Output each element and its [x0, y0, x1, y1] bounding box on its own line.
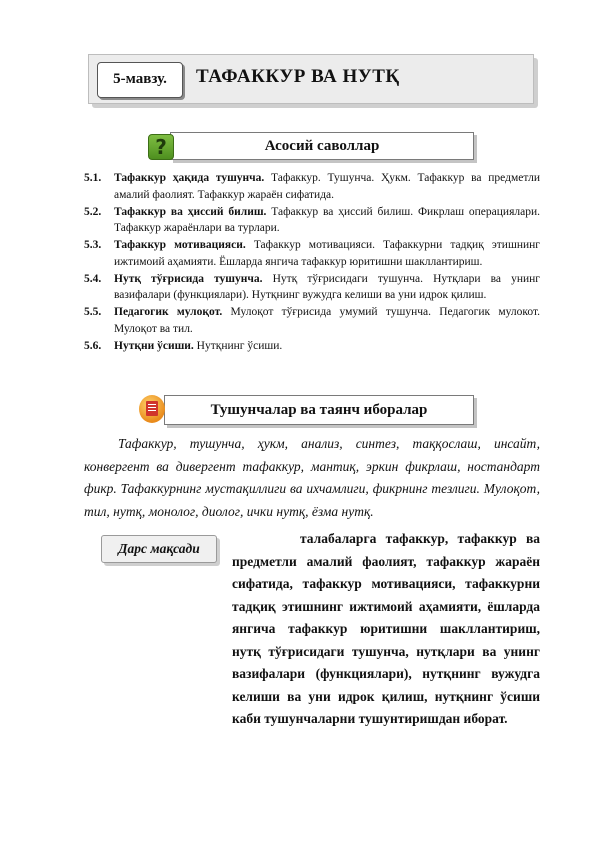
- item-number: 5.3.: [84, 239, 102, 251]
- questions-list: [84, 170, 540, 355]
- item-text: Нутқ тўғрисидаги тушунча. Нутқлари ва унинг вазифалари (функциялари). Нутқнинг вужудга келиши ва уни идрок қилиш.: [114, 272, 540, 301]
- list-item: [84, 204, 540, 237]
- list-item: [84, 170, 540, 203]
- list-item: [84, 304, 540, 337]
- item-heading: Тафаккур ва ҳиссий билиш.: [114, 205, 267, 218]
- item-text: Тафаккур ва ҳиссий билиш. Фикрлаш операциялари. Тафаккур жараёнлари ва турлари.: [114, 205, 540, 234]
- item-number: 5.5.: [84, 306, 102, 318]
- concepts-paragraph: Тафаккур, тушунча, ҳукм, анализ, синтез, таққослаш, инсайт, конвергент ва дивергент тафаккур, мантиқ, эркин фикрлаш, нoстандарт фикр. Тафаккурнинг мустақиллиги ва ихчамлиги, фикрнинг тезлиги. Мулоқот, тил, нутқ, монолог, диолог, ички нутқ, ёзма нутқ.: [84, 436, 540, 519]
- item-text: Мулоқот тўғрисида умумий тушунча. Педагогик мулокот. Мулоқот ва тил.: [114, 306, 540, 335]
- list-item: [84, 338, 540, 355]
- item-heading: Тафаккур мотивацияси.: [114, 239, 246, 251]
- item-heading: Тафаккур ҳақида тушунча.: [114, 172, 265, 184]
- item-number: 5.2.: [84, 205, 102, 218]
- list-item: [84, 237, 540, 270]
- lesson-goal-label: Дарс мақсади: [101, 535, 217, 563]
- questions-header: [170, 132, 474, 160]
- list-item: [84, 271, 540, 304]
- concepts-header-title: Тушунчалар ва таянч иборалар: [210, 402, 428, 418]
- item-text: Тафаккур мотивацияси. Тафаккурни тадқиқ этишнинг ижтимоий аҳамияти. Ёшларда янгича тафаккур юритишни шакллантириш.: [114, 239, 540, 268]
- item-text: Нутқнинг ўсиши.: [193, 339, 283, 352]
- lesson-goal-text: талабаларга тафаккур, тафаккур ва предметли амалий фаолият, тафаккур жараён сифатида, тафаккур мотивацияси, тафаккурни тадқиқ этишнинг ижтимоий аҳамияти, ёшларда янгича тафаккур юритишни шакллантириш, нутқ тўғрисидаги тушунча, нутқлари ва унинг вазифалари (функциялари), нутқнинг вужудга келиши ва уни идрок қилиш, нутқнинг ўсиши каби тушунчаларни тушунтиришдан иборат.: [232, 531, 540, 726]
- topic-number: 5-мавзу.: [97, 62, 183, 98]
- item-number: 5.6.: [84, 339, 102, 352]
- question-mark-icon: ?: [148, 134, 174, 160]
- questions-header-title: Асосий саволлар: [264, 138, 380, 154]
- item-number: 5.4.: [84, 272, 102, 285]
- book-icon: [139, 395, 165, 423]
- item-heading: Педагогик мулоқот.: [114, 306, 223, 318]
- concepts-header: [164, 395, 474, 425]
- item-heading: Нутқни ўсиши.: [114, 339, 194, 352]
- item-text: Тафаккур. Тушунча. Ҳукм. Тафаккур ва предметли амалий фаолият. Тафаккур жараён сифатида.: [114, 172, 540, 201]
- topic-title: ТАФАККУР ВА НУТҚ: [196, 66, 400, 87]
- item-number: 5.1.: [84, 172, 102, 184]
- item-heading: Нутқ тўғрисида тушунча.: [114, 272, 263, 285]
